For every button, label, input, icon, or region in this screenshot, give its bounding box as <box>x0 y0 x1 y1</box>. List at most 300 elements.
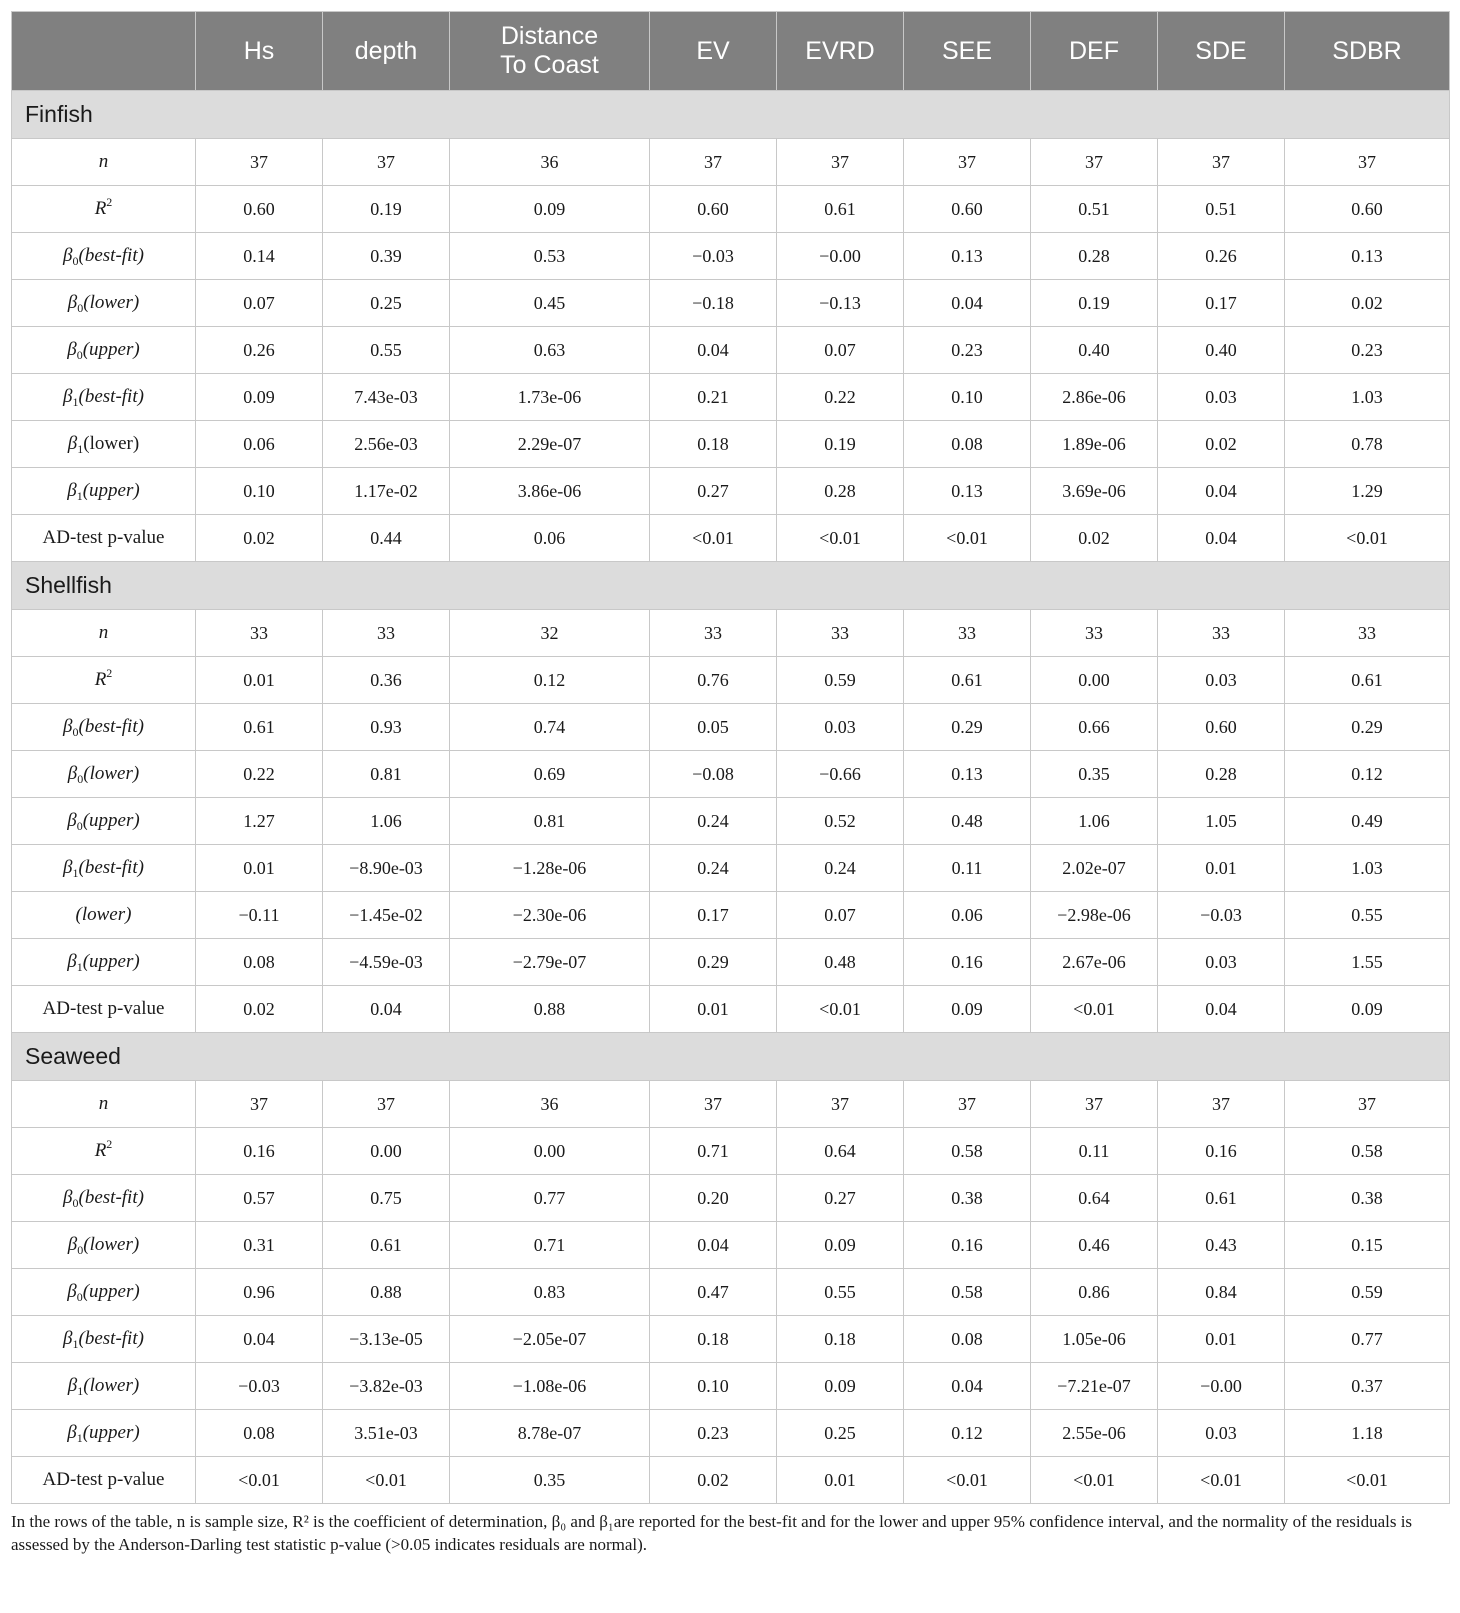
value-cell: 0.04 <box>904 280 1031 327</box>
value-cell: −0.08 <box>650 751 777 798</box>
table-row <box>12 421 1450 468</box>
value-cell: −1.08e-06 <box>450 1363 650 1410</box>
table-row <box>12 892 1450 939</box>
value-cell: 0.49 <box>1285 798 1450 845</box>
value-cell: 0.08 <box>904 1316 1031 1363</box>
value-cell: 36 <box>450 139 650 186</box>
label-subscript: 0 <box>72 1196 79 1210</box>
value-cell: 0.58 <box>904 1128 1031 1175</box>
label-subscript: 0 <box>76 1290 83 1304</box>
label-subscript: 1 <box>76 1431 83 1445</box>
label-text: AD-test p-value <box>42 998 165 1019</box>
value-cell: <0.01 <box>777 515 904 562</box>
table-row <box>12 515 1450 562</box>
value-cell: 0.78 <box>1285 421 1450 468</box>
value-cell: 0.52 <box>777 798 904 845</box>
value-cell: <0.01 <box>777 986 904 1033</box>
value-cell: 0.22 <box>196 751 323 798</box>
value-cell: 0.38 <box>1285 1175 1450 1222</box>
value-cell: 0.28 <box>1031 233 1158 280</box>
group-row <box>12 562 1450 610</box>
label-superscript: 2 <box>106 666 113 680</box>
value-cell: 0.63 <box>450 327 650 374</box>
value-cell: 37 <box>904 139 1031 186</box>
value-cell: 0.18 <box>650 421 777 468</box>
value-cell: 0.21 <box>650 374 777 421</box>
column-header: SEE <box>904 12 1031 91</box>
value-cell: 0.35 <box>450 1457 650 1504</box>
value-cell: 0.04 <box>323 986 450 1033</box>
label-symbol: β <box>67 1375 78 1396</box>
table-row <box>12 1316 1450 1363</box>
label-subscript: 1 <box>72 866 79 880</box>
value-cell: 33 <box>904 610 1031 657</box>
value-cell: 0.19 <box>323 186 450 233</box>
value-cell: 1.18 <box>1285 1410 1450 1457</box>
label-text: (upper) <box>82 951 140 972</box>
row-label <box>12 657 196 704</box>
row-label <box>12 1316 196 1363</box>
value-cell: 0.01 <box>196 657 323 704</box>
label-symbol: β <box>63 1187 73 1208</box>
table-row <box>12 704 1450 751</box>
label-symbol: β <box>67 339 77 360</box>
value-cell: 0.19 <box>1031 280 1158 327</box>
value-cell: 0.71 <box>450 1222 650 1269</box>
value-cell: 0.03 <box>1158 1410 1285 1457</box>
value-cell: 0.04 <box>1158 515 1285 562</box>
label-symbol: β <box>63 1328 73 1349</box>
table-row <box>12 1363 1450 1410</box>
value-cell: 0.57 <box>196 1175 323 1222</box>
row-label <box>12 1128 196 1175</box>
value-cell: 0.04 <box>904 1363 1031 1410</box>
row-label <box>12 1363 196 1410</box>
table-row <box>12 327 1450 374</box>
value-cell: 0.22 <box>777 374 904 421</box>
value-cell: 0.04 <box>1158 468 1285 515</box>
value-cell: −8.90e-03 <box>323 845 450 892</box>
label-symbol: β <box>67 763 78 784</box>
table-row <box>12 610 1450 657</box>
value-cell: <0.01 <box>1285 1457 1450 1504</box>
label-text: (lower) <box>75 904 132 925</box>
value-cell: 0.61 <box>777 186 904 233</box>
table-row <box>12 986 1450 1033</box>
value-cell: 0.07 <box>777 892 904 939</box>
row-label <box>12 421 196 468</box>
table-row <box>12 1081 1450 1128</box>
value-cell: 0.53 <box>450 233 650 280</box>
label-symbol: β <box>63 245 73 266</box>
label-subscript: 0 <box>72 254 79 268</box>
value-cell: 1.06 <box>1031 798 1158 845</box>
value-cell: 0.01 <box>650 986 777 1033</box>
value-cell: −3.82e-03 <box>323 1363 450 1410</box>
label-text: (lower) <box>83 292 140 313</box>
label-text: (upper) <box>82 810 140 831</box>
label-text: (upper) <box>82 480 140 501</box>
value-cell: 0.12 <box>904 1410 1031 1457</box>
label-text: (lower) <box>83 433 140 454</box>
label-symbol: R <box>94 669 107 690</box>
group-title: Seaweed <box>12 1033 1450 1081</box>
value-cell: −2.05e-07 <box>450 1316 650 1363</box>
value-cell: 0.11 <box>904 845 1031 892</box>
value-cell: 0.13 <box>904 468 1031 515</box>
table-container <box>11 11 1449 1556</box>
value-cell: 0.24 <box>650 798 777 845</box>
table-row <box>12 186 1450 233</box>
row-label <box>12 1081 196 1128</box>
value-cell: 0.13 <box>904 751 1031 798</box>
table-row <box>12 939 1450 986</box>
table-body <box>12 91 1450 1504</box>
label-subscript: 1 <box>77 442 84 456</box>
row-label <box>12 186 196 233</box>
value-cell: 0.88 <box>323 1269 450 1316</box>
value-cell: 0.51 <box>1158 186 1285 233</box>
value-cell: 0.09 <box>777 1363 904 1410</box>
value-cell: 0.64 <box>777 1128 904 1175</box>
label-subscript: 1 <box>76 960 83 974</box>
row-label <box>12 1175 196 1222</box>
value-cell: −0.11 <box>196 892 323 939</box>
value-cell: 0.04 <box>650 1222 777 1269</box>
value-cell: 0.76 <box>650 657 777 704</box>
value-cell: 0.14 <box>196 233 323 280</box>
value-cell: 0.25 <box>777 1410 904 1457</box>
label-text: (best-fit) <box>78 1328 144 1349</box>
value-cell: 0.06 <box>904 892 1031 939</box>
value-cell: 0.96 <box>196 1269 323 1316</box>
value-cell: 0.16 <box>904 1222 1031 1269</box>
value-cell: 0.27 <box>777 1175 904 1222</box>
column-header: DEF <box>1031 12 1158 91</box>
value-cell: 37 <box>650 139 777 186</box>
value-cell: 2.86e-06 <box>1031 374 1158 421</box>
value-cell: 0.16 <box>1158 1128 1285 1175</box>
value-cell: 33 <box>196 610 323 657</box>
value-cell: 0.37 <box>1285 1363 1450 1410</box>
label-symbol: n <box>98 151 109 172</box>
value-cell: 0.06 <box>196 421 323 468</box>
label-symbol: β <box>67 810 77 831</box>
value-cell: 0.45 <box>450 280 650 327</box>
value-cell: 0.12 <box>450 657 650 704</box>
value-cell: 0.61 <box>1158 1175 1285 1222</box>
value-cell: 0.61 <box>904 657 1031 704</box>
value-cell: −2.30e-06 <box>450 892 650 939</box>
row-label <box>12 986 196 1033</box>
table-row <box>12 374 1450 421</box>
column-header: SDBR <box>1285 12 1450 91</box>
value-cell: 0.06 <box>450 515 650 562</box>
row-label <box>12 374 196 421</box>
value-cell: 0.02 <box>650 1457 777 1504</box>
value-cell: 0.28 <box>777 468 904 515</box>
row-label <box>12 233 196 280</box>
header-row <box>12 12 1450 91</box>
value-cell: 0.11 <box>1031 1128 1158 1175</box>
value-cell: 0.19 <box>777 421 904 468</box>
value-cell: 0.25 <box>323 280 450 327</box>
value-cell: −4.59e-03 <box>323 939 450 986</box>
value-cell: 0.03 <box>777 704 904 751</box>
value-cell: 37 <box>196 139 323 186</box>
value-cell: 0.81 <box>450 798 650 845</box>
label-text: (lower) <box>83 763 140 784</box>
value-cell: 0.23 <box>650 1410 777 1457</box>
value-cell: 0.09 <box>904 986 1031 1033</box>
label-subscript: 0 <box>77 1243 84 1257</box>
row-label <box>12 798 196 845</box>
value-cell: 0.00 <box>323 1128 450 1175</box>
group-title: Shellfish <box>12 562 1450 610</box>
table-row <box>12 1128 1450 1175</box>
label-subscript: 1 <box>72 395 79 409</box>
value-cell: 0.07 <box>777 327 904 374</box>
value-cell: 2.56e-03 <box>323 421 450 468</box>
value-cell: 37 <box>196 1081 323 1128</box>
label-text: AD-test p-value <box>42 527 165 548</box>
label-symbol: R <box>94 198 107 219</box>
label-symbol: β <box>67 433 78 454</box>
value-cell: 37 <box>1031 139 1158 186</box>
row-label <box>12 1457 196 1504</box>
value-cell: 0.09 <box>777 1222 904 1269</box>
label-text: (upper) <box>82 339 140 360</box>
value-cell: 0.17 <box>1158 280 1285 327</box>
value-cell: 0.02 <box>196 515 323 562</box>
value-cell: 1.03 <box>1285 845 1450 892</box>
value-cell: −0.13 <box>777 280 904 327</box>
label-text: (upper) <box>82 1422 140 1443</box>
value-cell: 37 <box>323 139 450 186</box>
label-text: (best-fit) <box>78 716 144 737</box>
value-cell: 0.01 <box>777 1457 904 1504</box>
value-cell: <0.01 <box>323 1457 450 1504</box>
value-cell: 0.24 <box>777 845 904 892</box>
value-cell: −3.13e-05 <box>323 1316 450 1363</box>
label-symbol: n <box>98 622 109 643</box>
value-cell: 0.16 <box>196 1128 323 1175</box>
column-header: Distance To Coast <box>450 12 650 91</box>
value-cell: 0.58 <box>904 1269 1031 1316</box>
value-cell: 33 <box>323 610 450 657</box>
value-cell: 0.75 <box>323 1175 450 1222</box>
value-cell: 0.83 <box>450 1269 650 1316</box>
value-cell: <0.01 <box>904 515 1031 562</box>
row-label <box>12 751 196 798</box>
value-cell: 0.66 <box>1031 704 1158 751</box>
value-cell: 0.09 <box>450 186 650 233</box>
value-cell: 0.04 <box>1158 986 1285 1033</box>
value-cell: −1.45e-02 <box>323 892 450 939</box>
table-row <box>12 1222 1450 1269</box>
value-cell: 0.35 <box>1031 751 1158 798</box>
value-cell: 0.23 <box>1285 327 1450 374</box>
label-symbol: β <box>63 716 73 737</box>
value-cell: 37 <box>323 1081 450 1128</box>
table-row <box>12 139 1450 186</box>
table-row <box>12 1410 1450 1457</box>
value-cell: 0.60 <box>196 186 323 233</box>
value-cell: <0.01 <box>196 1457 323 1504</box>
label-subscript: 1 <box>72 1337 79 1351</box>
label-text: (best-fit) <box>78 1187 144 1208</box>
value-cell: 1.05 <box>1158 798 1285 845</box>
label-text: AD-test p-value <box>42 1469 165 1490</box>
value-cell: 0.26 <box>196 327 323 374</box>
value-cell: 37 <box>1285 139 1450 186</box>
value-cell: 0.40 <box>1031 327 1158 374</box>
table-row <box>12 751 1450 798</box>
value-cell: 1.73e-06 <box>450 374 650 421</box>
label-symbol: β <box>67 1422 77 1443</box>
table-row <box>12 1269 1450 1316</box>
value-cell: 32 <box>450 610 650 657</box>
value-cell: 0.08 <box>904 421 1031 468</box>
value-cell: 0.10 <box>196 468 323 515</box>
value-cell: 0.27 <box>650 468 777 515</box>
value-cell: 0.59 <box>1285 1269 1450 1316</box>
value-cell: 0.36 <box>323 657 450 704</box>
value-cell: 2.67e-06 <box>1031 939 1158 986</box>
value-cell: 3.69e-06 <box>1031 468 1158 515</box>
value-cell: 0.18 <box>650 1316 777 1363</box>
header-corner <box>12 12 196 91</box>
value-cell: −0.03 <box>196 1363 323 1410</box>
value-cell: 0.59 <box>777 657 904 704</box>
label-text: (best-fit) <box>78 245 144 266</box>
value-cell: 0.29 <box>904 704 1031 751</box>
value-cell: 0.71 <box>650 1128 777 1175</box>
value-cell: 0.03 <box>1158 374 1285 421</box>
label-text: (lower) <box>83 1234 140 1255</box>
group-row <box>12 1033 1450 1081</box>
value-cell: 0.48 <box>777 939 904 986</box>
value-cell: 0.64 <box>1031 1175 1158 1222</box>
group-row <box>12 91 1450 139</box>
row-label <box>12 139 196 186</box>
value-cell: 0.93 <box>323 704 450 751</box>
label-subscript: 0 <box>77 772 84 786</box>
table-footnote: In the rows of the table, n is sample size, R² is the coefficient of determination, β₀ and β₁are reported for the best-fit and for the lower and upper 95% confidence interval, and the normality of the residuals is assessed by the Anderson-Darling test statistic p-value (>0.05 indicates residuals are normal). <box>11 1512 1413 1554</box>
row-label <box>12 892 196 939</box>
value-cell: 0.23 <box>904 327 1031 374</box>
value-cell: 0.86 <box>1031 1269 1158 1316</box>
value-cell: 0.81 <box>323 751 450 798</box>
table-row <box>12 1175 1450 1222</box>
label-text: (upper) <box>82 1281 140 1302</box>
row-label <box>12 327 196 374</box>
value-cell: 0.88 <box>450 986 650 1033</box>
value-cell: 0.01 <box>196 845 323 892</box>
value-cell: 37 <box>1158 139 1285 186</box>
column-header: Hs <box>196 12 323 91</box>
column-header: EVRD <box>777 12 904 91</box>
value-cell: 0.16 <box>904 939 1031 986</box>
value-cell: 0.55 <box>1285 892 1450 939</box>
value-cell: 0.02 <box>1285 280 1450 327</box>
value-cell: <0.01 <box>904 1457 1031 1504</box>
value-cell: 0.04 <box>196 1316 323 1363</box>
value-cell: 0.60 <box>1158 704 1285 751</box>
value-cell: 0.28 <box>1158 751 1285 798</box>
value-cell: 33 <box>650 610 777 657</box>
value-cell: 1.03 <box>1285 374 1450 421</box>
value-cell: 0.60 <box>1285 186 1450 233</box>
value-cell: 0.58 <box>1285 1128 1450 1175</box>
value-cell: 0.61 <box>196 704 323 751</box>
value-cell: −0.66 <box>777 751 904 798</box>
row-label <box>12 468 196 515</box>
value-cell: 1.06 <box>323 798 450 845</box>
value-cell: 0.15 <box>1285 1222 1450 1269</box>
value-cell: 0.01 <box>1158 845 1285 892</box>
value-cell: 0.02 <box>1158 421 1285 468</box>
label-symbol: β <box>67 1281 77 1302</box>
value-cell: 1.89e-06 <box>1031 421 1158 468</box>
label-symbol: β <box>67 292 78 313</box>
value-cell: 0.03 <box>1158 657 1285 704</box>
value-cell: 0.02 <box>1031 515 1158 562</box>
value-cell: 33 <box>777 610 904 657</box>
table-row <box>12 280 1450 327</box>
value-cell: 0.77 <box>450 1175 650 1222</box>
value-cell: 0.48 <box>904 798 1031 845</box>
value-cell: −0.00 <box>777 233 904 280</box>
value-cell: 37 <box>777 1081 904 1128</box>
value-cell: 37 <box>650 1081 777 1128</box>
value-cell: 1.17e-02 <box>323 468 450 515</box>
value-cell: <0.01 <box>650 515 777 562</box>
row-label <box>12 610 196 657</box>
value-cell: 0.12 <box>1285 751 1450 798</box>
value-cell: 0.29 <box>1285 704 1450 751</box>
label-symbol: β <box>63 857 73 878</box>
label-symbol: n <box>98 1093 109 1114</box>
label-text: (lower) <box>83 1375 140 1396</box>
value-cell: 36 <box>450 1081 650 1128</box>
value-cell: 37 <box>904 1081 1031 1128</box>
value-cell: 0.13 <box>1285 233 1450 280</box>
value-cell: 0.20 <box>650 1175 777 1222</box>
value-cell: <0.01 <box>1031 986 1158 1033</box>
table-row <box>12 845 1450 892</box>
table-row <box>12 233 1450 280</box>
value-cell: <0.01 <box>1031 1457 1158 1504</box>
value-cell: −1.28e-06 <box>450 845 650 892</box>
label-subscript: 0 <box>76 819 83 833</box>
value-cell: 0.60 <box>650 186 777 233</box>
label-subscript: 0 <box>76 348 83 362</box>
value-cell: 0.60 <box>904 186 1031 233</box>
row-label <box>12 515 196 562</box>
value-cell: 37 <box>1031 1081 1158 1128</box>
value-cell: 33 <box>1285 610 1450 657</box>
value-cell: 0.26 <box>1158 233 1285 280</box>
regression-table <box>11 11 1450 1504</box>
value-cell: 0.39 <box>323 233 450 280</box>
table-row <box>12 1457 1450 1504</box>
label-superscript: 2 <box>106 1137 113 1151</box>
row-label <box>12 704 196 751</box>
value-cell: 0.07 <box>196 280 323 327</box>
value-cell: −0.03 <box>650 233 777 280</box>
value-cell: 2.02e-07 <box>1031 845 1158 892</box>
